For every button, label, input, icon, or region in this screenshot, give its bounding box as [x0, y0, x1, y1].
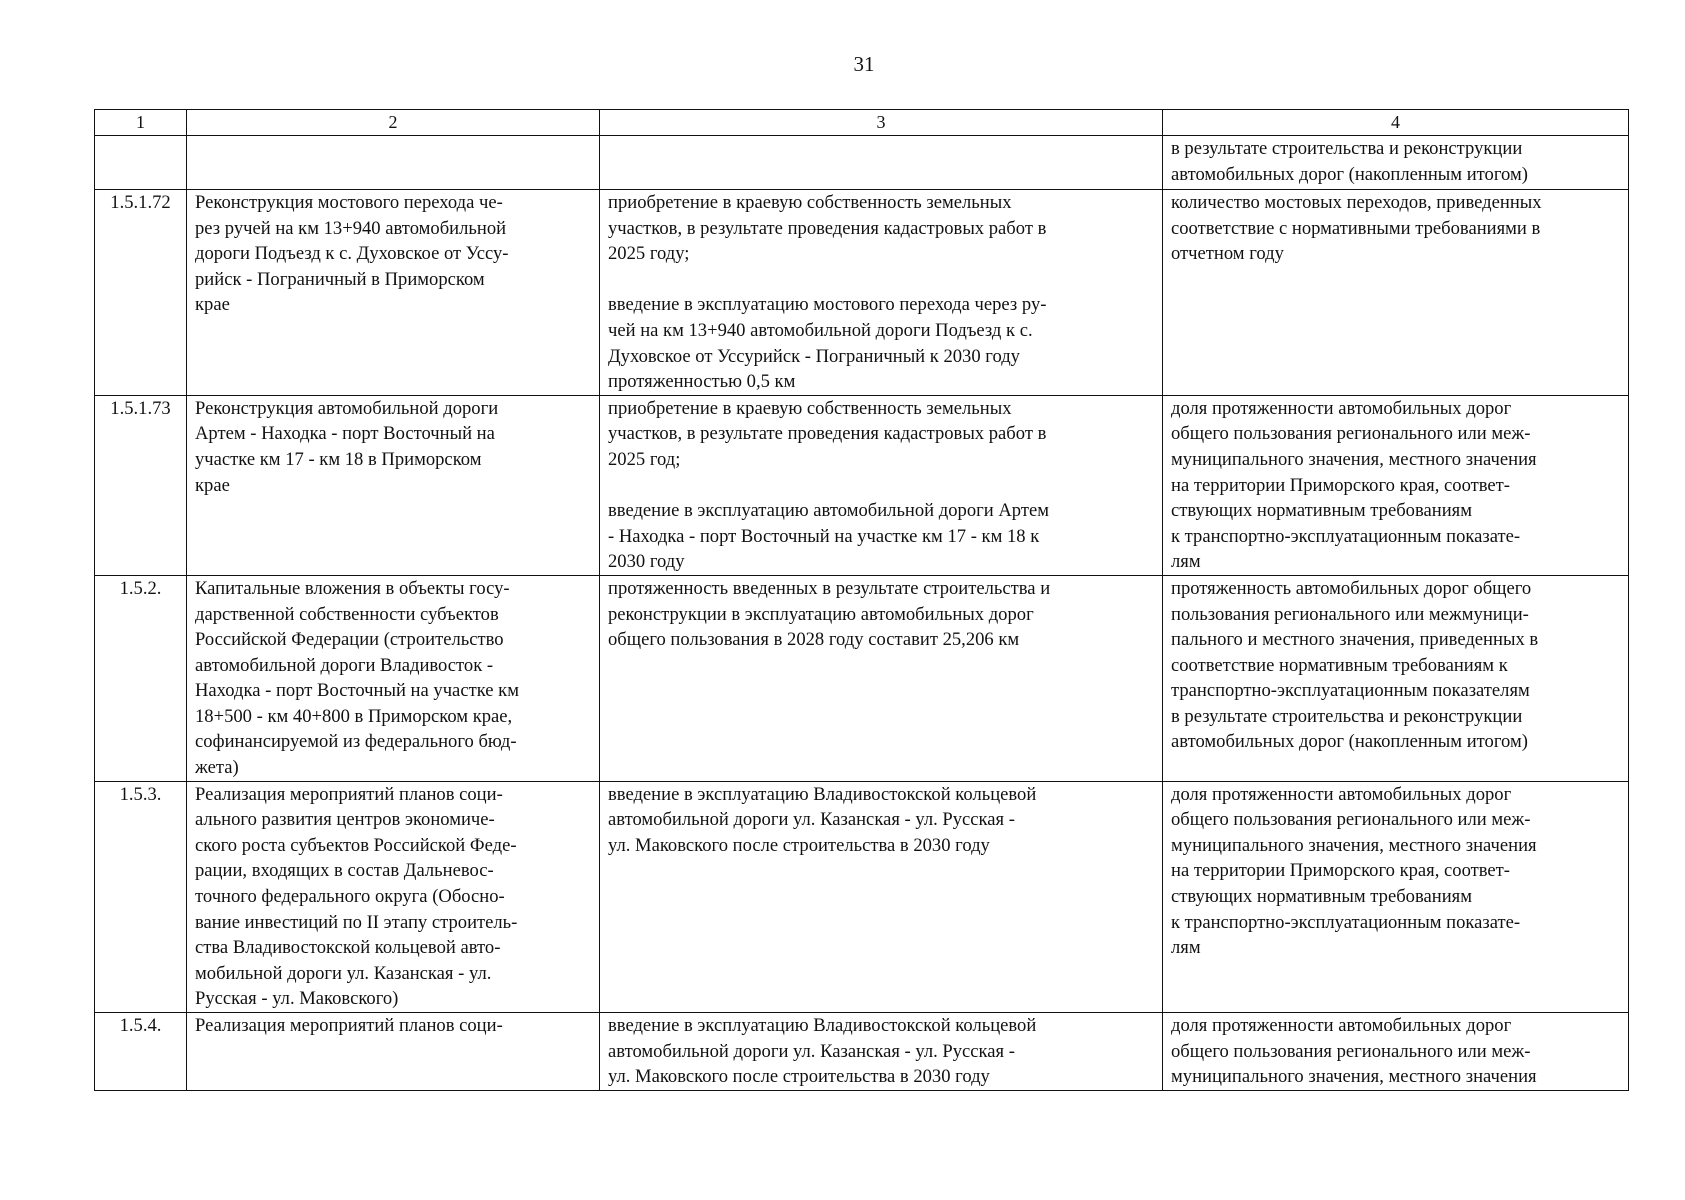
expected-result — [600, 1013, 1163, 1091]
measure-name — [187, 136, 600, 190]
row-number: 1.5.4. — [95, 1013, 187, 1091]
table-row — [95, 136, 1629, 190]
result-paragraph: приобретение в краевую собственность земельных участков, в результате проведения кадастровых работ в 2025 году; — [608, 192, 1047, 265]
header-row — [95, 110, 1629, 136]
table-row — [95, 190, 1629, 396]
table-row — [95, 575, 1629, 781]
table-row — [95, 781, 1629, 1012]
indicator-text: доля протяженности автомобильных дорог общего пользования регионального или меж- муниципального значения, местного значения на территории Приморского края, соответ- ствующих нормативным требованиям к транспортно-эксплуатационным показате- лям — [1163, 781, 1629, 1012]
table-row — [95, 395, 1629, 575]
measure-name: Реконструкция автомобильной дороги Артем - Находка - порт Восточный на участке км 17 - км 18 в Приморском крае — [187, 395, 600, 575]
result-paragraph: введение в эксплуатацию мостового перехода через ру- чей на км 13+940 автомобильной дороги Подъезд к с. Духовское от Уссурийск - Пограничный к 2030 году протяженностью 0,5 км — [608, 294, 1047, 393]
measures-table — [94, 109, 1629, 1091]
expected-result — [600, 575, 1163, 781]
row-number: 1.5.3. — [95, 781, 187, 1012]
row-number: 1.5.1.72 — [95, 190, 187, 396]
column-header-3: 3 — [600, 110, 1163, 136]
indicator-text: в результате строительства и реконструкции автомобильных дорог (накопленным итогом) — [1163, 136, 1629, 190]
result-paragraph: введение в эксплуатацию Владивостокской кольцевой автомобильной дороги ул. Казанская - ул. Русская - ул. Маковского после строительства в 2030 году — [608, 783, 1037, 856]
measure-name: Реализация мероприятий планов соци- — [187, 1013, 600, 1091]
indicator-text: протяженность автомобильных дорог общего пользования регионального или межмуници- пального и местного значения, приведенных в соответствие нормативным требованиям к транспортно-эксплуатационным показателям в результате строительства и реконструкции автомобильных дорог (накопленным итогом) — [1163, 575, 1629, 781]
result-paragraph: приобретение в краевую собственность земельных участков, в результате проведения кадастровых работ в 2025 год; — [608, 397, 1047, 470]
indicator-text: доля протяженности автомобильных дорог общего пользования регионального или меж- муниципального значения, местного значения на территории Приморского края, соответ- ствующих нормативным требованиям к транспортно-эксплуатационным показате- лям — [1163, 395, 1629, 575]
expected-result — [600, 395, 1163, 575]
result-paragraph: введение в эксплуатацию автомобильной дороги Артем - Находка - порт Восточный на участке км 17 - км 18 к 2030 году — [608, 500, 1049, 573]
row-number — [95, 136, 187, 190]
expected-result — [600, 190, 1163, 396]
result-paragraph: введение в эксплуатацию Владивостокской кольцевой автомобильной дороги ул. Казанская - ул. Русская - ул. Маковского после строительства в 2030 году — [608, 1015, 1037, 1088]
column-header-1: 1 — [95, 110, 187, 136]
result-paragraph: протяженность введенных в результате строительства и реконструкции в эксплуатацию автомобильных дорог общего пользования в 2028 году составит 25,206 км — [608, 577, 1051, 651]
row-number: 1.5.2. — [95, 575, 187, 781]
column-header-2: 2 — [187, 110, 600, 136]
page-number: 31 — [853, 52, 875, 76]
expected-result — [600, 781, 1163, 1012]
expected-result — [600, 136, 1163, 190]
indicator-text: количество мостовых переходов, приведенных соответствие с нормативными требованиями в отчетном году — [1163, 190, 1629, 396]
measure-name: Капитальные вложения в объекты госу- дарственной собственности субъектов Российской Федерации (строительство автомобильной дороги Владивосток - Находка - порт Восточный на участке км 18+500 - км 40+800 в Приморском крае, софинансируемой из федерального бюд- жета) — [187, 575, 600, 781]
indicator-text: доля протяженности автомобильных дорог общего пользования регионального или меж- муниципального значения, местного значения — [1163, 1013, 1629, 1091]
table-row — [95, 1013, 1629, 1091]
measure-name: Реализация мероприятий планов соци- ального развития центров экономиче- ского роста субъектов Российской Феде- рации, входящих в состав Дальневос- точного федерального округа (Обосно- вание инвестиций по II этапу строитель- ства Владивостокской кольцевой авто- мобильной дороги ул. Казанская - ул. Русская - ул. Маковского) — [187, 781, 600, 1012]
column-header-4: 4 — [1163, 110, 1629, 136]
measure-name: Реконструкция мостового перехода че- рез ручей на км 13+940 автомобильной дороги Подъезд к с. Духовское от Уссу- рийск - Пограничный в Приморском крае — [187, 190, 600, 396]
row-number: 1.5.1.73 — [95, 395, 187, 575]
